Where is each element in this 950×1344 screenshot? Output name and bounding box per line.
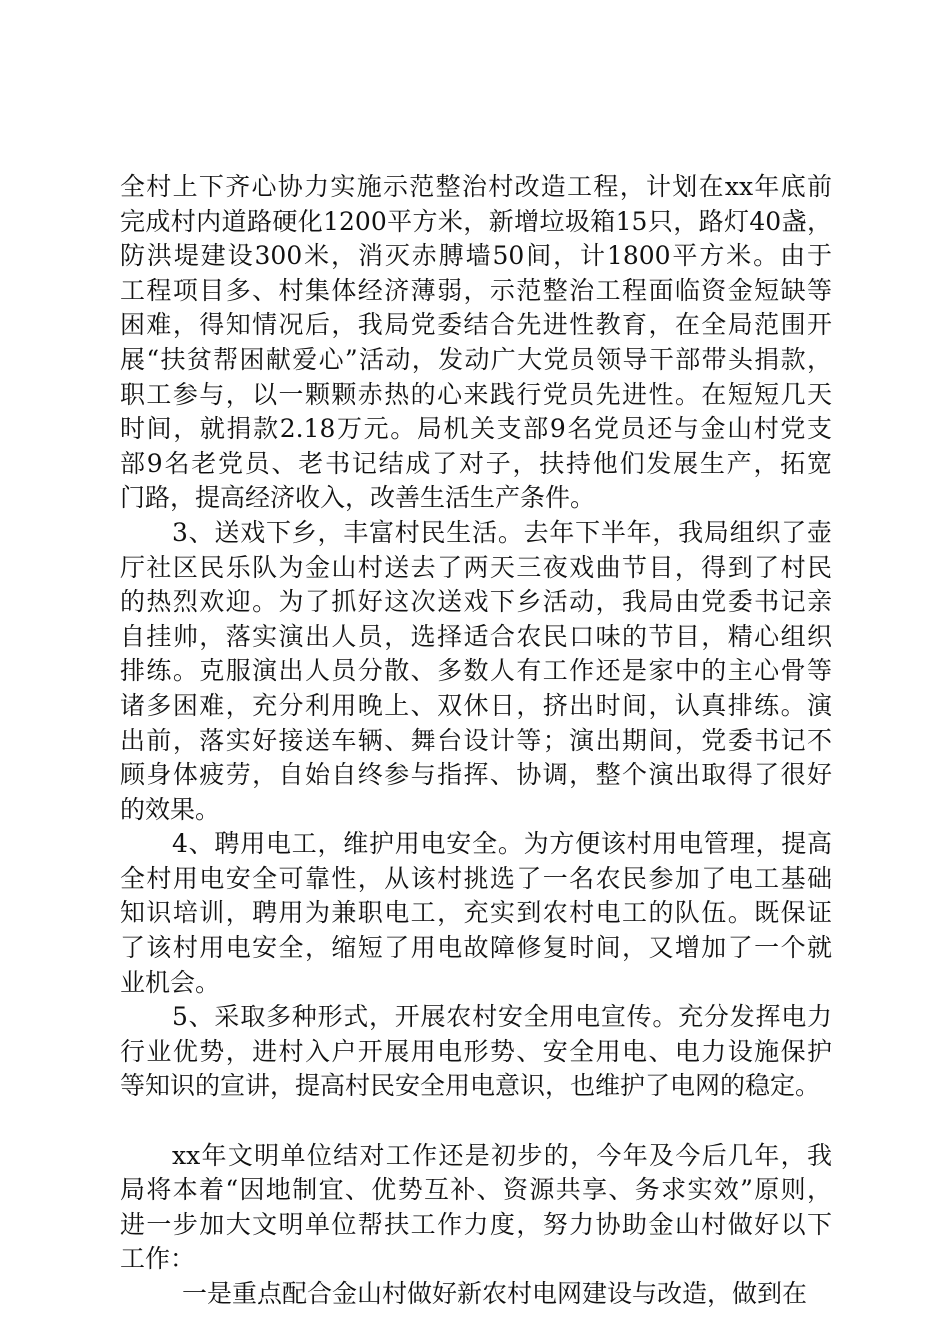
paragraph-line: 防洪堤建设300米，消灭赤膊墙50间，计1800平方米。由于 <box>120 241 832 271</box>
paragraph-line: 困难，得知情况后，我局党委结合先进性教育，在全局范围开 <box>120 310 832 340</box>
paragraph-line: 3、送戏下乡，丰富村民生活。去年下半年，我局组织了壶 <box>172 517 832 547</box>
paragraph-line: 自挂帅，落实演出人员，选择适合农民口味的节目，精心组织 <box>120 621 832 651</box>
paragraph-line: 职工参与，以一颗颗赤热的心来践行党员先进性。在短短几天 <box>120 379 832 409</box>
paragraph-line: 展“扶贫帮困献爱心”活动，发动广大党员领导干部带头捐款， <box>120 344 832 374</box>
paragraph-line: 知识培训，聘用为兼职电工，充实到农村电工的队伍。既保证 <box>120 898 832 928</box>
paragraph-1 <box>120 170 832 516</box>
paragraph-line: 门路，提高经济收入，改善生活生产条件。 <box>120 483 596 513</box>
paragraph-line: 的效果。 <box>120 794 221 824</box>
paragraph-line: 完成村内道路硬化1200平方米，新增垃圾箱15只，路灯40盏， <box>120 206 832 236</box>
paragraph-line: 工程项目多、村集体经济薄弱，示范整治工程面临资金短缺等 <box>120 275 832 305</box>
paragraph-line: 全村上下齐心协力实施示范整治村改造工程，计划在xx年底前 <box>120 172 832 201</box>
paragraph-spacer <box>120 1104 832 1139</box>
paragraph-line: 5、采取多种形式，开展农村安全用电宣传。充分发挥电力 <box>172 1002 832 1032</box>
paragraph-line: 等知识的宣讲，提高村民安全用电意识，也维护了电网的稳定。 <box>120 1071 821 1101</box>
paragraph-line: 一是重点配合金山村做好新农村电网建设与改造，做到在 <box>182 1279 808 1308</box>
paragraph-line: 排练。克服演出人员分散、多数人有工作还是家中的主心骨等 <box>120 656 832 686</box>
paragraph-line: 全村用电安全可靠性，从该村挑选了一名农民参加了电工基础 <box>120 863 832 893</box>
paragraph-line: 了该村用电安全，缩短了用电故障修复时间，又增加了一个就 <box>120 933 832 963</box>
document-body <box>120 170 832 1312</box>
paragraph-line: 局将本着“因地制宜、优势互补、资源共享、务求实效”原则， <box>120 1175 832 1205</box>
paragraph-line: 厅社区民乐队为金山村送去了两天三夜戏曲节目，得到了村民 <box>120 552 832 582</box>
paragraph-line: 进一步加大文明单位帮扶工作力度，努力协助金山村做好以下 <box>120 1209 832 1239</box>
paragraph-line: 的热烈欢迎。为了抓好这次送戏下乡活动，我局由党委书记亲 <box>120 587 832 617</box>
paragraph-line: 顾身体疲劳，自始自终参与指挥、协调，整个演出取得了很好 <box>120 760 832 790</box>
paragraph-line: xx年文明单位结对工作还是初步的，今年及今后几年，我 <box>172 1140 832 1170</box>
paragraph-5 <box>120 1139 832 1277</box>
paragraph-2 <box>120 516 832 827</box>
paragraph-line: 4、聘用电工，维护用电安全。为方便该村用电管理，提高 <box>172 829 832 859</box>
paragraph-6 <box>120 1277 832 1312</box>
paragraph-line: 时间，就捐款2.18万元。局机关支部9名党员还与金山村党支 <box>120 414 832 444</box>
paragraph-line: 诸多困难，充分利用晚上、双休日，挤出时间，认真排练。演 <box>120 690 832 720</box>
paragraph-3 <box>120 827 832 1000</box>
paragraph-4 <box>120 1000 832 1104</box>
paragraph-line: 出前，落实好接送车辆、舞台设计等；演出期间，党委书记不 <box>120 725 832 755</box>
paragraph-line: 业机会。 <box>120 967 221 997</box>
paragraph-line: 行业优势，进村入户开展用电形势、安全用电、电力设施保护 <box>120 1036 832 1066</box>
paragraph-line: 工作： <box>120 1244 196 1274</box>
paragraph-line: 部9名老党员、老书记结成了对子，扶持他们发展生产，拓宽 <box>120 448 832 478</box>
